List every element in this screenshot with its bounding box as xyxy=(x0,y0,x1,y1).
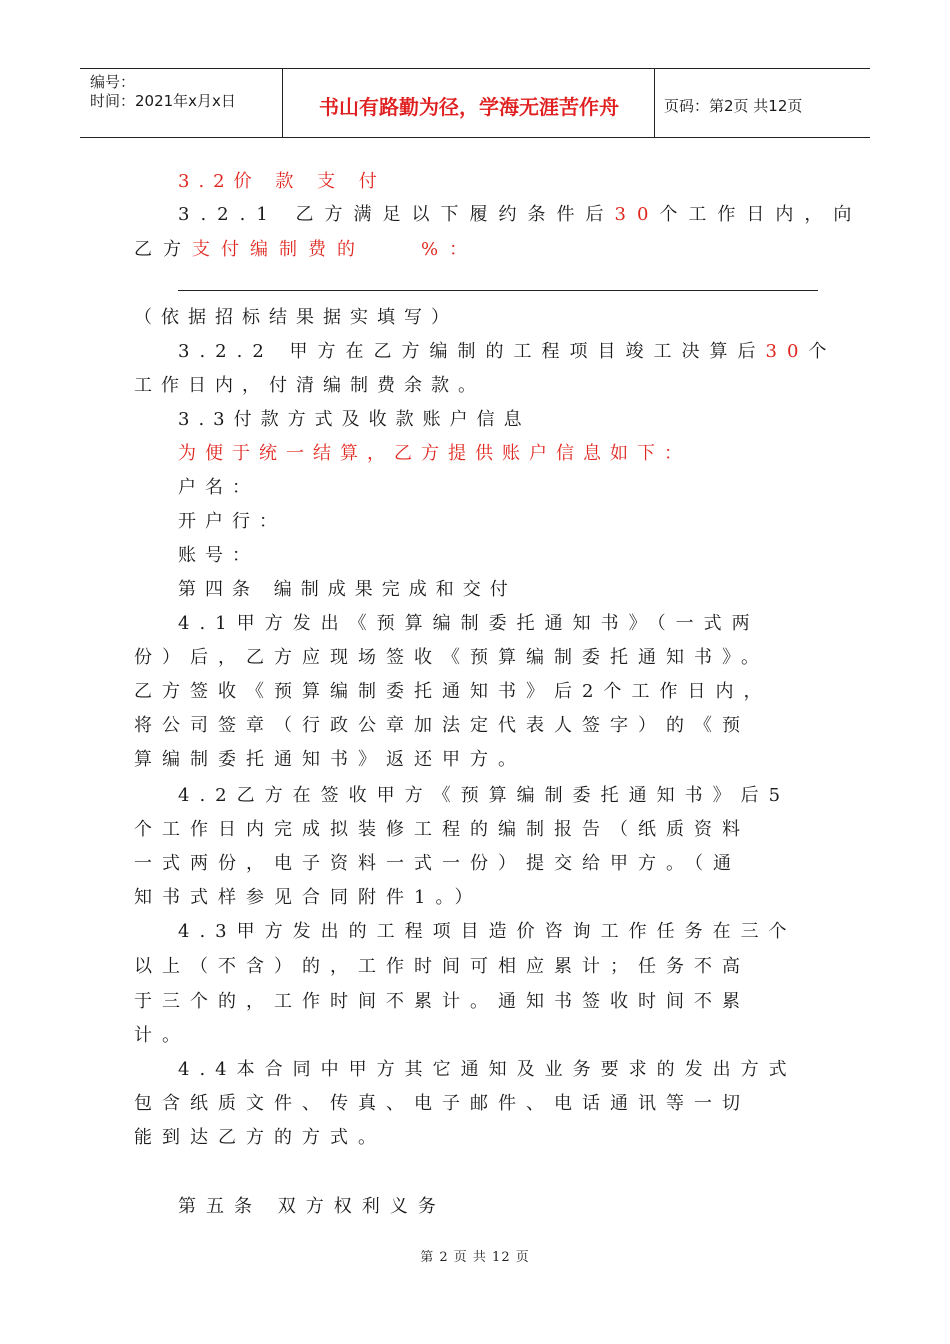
article-heading: 第五条 双方权利义务 xyxy=(178,1196,446,1217)
paragraph-line: 于三个的，工作时间不累计。通知书签收时间不累 xyxy=(134,991,750,1012)
paragraph-line: 算编制委托通知书》返还甲方。 xyxy=(134,749,526,770)
paragraph-line: 为便于统一结算，乙方提供账户信息如下： xyxy=(178,443,691,464)
paragraph-line: 4.1甲方发出《预算编制委托通知书》（一式两 xyxy=(178,613,760,634)
paragraph-line: 4.3甲方发出的工程项目造价咨询工作任务在三个 xyxy=(178,921,797,942)
paragraph-line: 个工作日内完成拟装修工程的编制报告（纸质资料 xyxy=(134,819,750,840)
section-heading: 3.2价 款 支 付 xyxy=(178,171,386,192)
header-motto: 书山有路勤为径，学海无涯苦作舟 xyxy=(319,95,619,119)
paragraph-line: 包含纸质文件、传真、电子邮件、电话通讯等一切 xyxy=(134,1093,750,1114)
number-label: 编号： xyxy=(90,73,136,91)
bank-label: 开户行： xyxy=(178,511,286,532)
paragraph-line: 份）后，乙方应现场签收《预算编制委托通知书》。 xyxy=(134,647,769,668)
paragraph-line: 以上（不含）的，工作时间可相应累计；任务不高 xyxy=(134,956,750,977)
fill-in-line xyxy=(178,290,818,291)
paragraph-line: 3.2.2 甲方在乙方编制的工程项目竣工决算后30个 xyxy=(178,341,837,362)
paragraph-line: 4.2乙方在签收甲方《预算编制委托通知书》后5 xyxy=(178,785,791,806)
paragraph-line: 3.2.1 乙方满足以下履约条件后30个工作日内，向 xyxy=(178,204,863,225)
document-header xyxy=(80,68,870,138)
paragraph-line: 知书式样参见合同附件1。） xyxy=(134,887,483,908)
paragraph-line: （依据招标结果据实填写） xyxy=(134,307,458,328)
paragraph-line: 一式两份，电子资料一式一份）提交给甲方。（通 xyxy=(134,853,741,874)
paragraph-line: 工作日内，付清编制费余款。 xyxy=(134,375,485,396)
account-name-label: 户名： xyxy=(178,477,259,498)
paragraph-line: 计。 xyxy=(134,1025,190,1046)
page-footer: 第 2 页 共 12 页 xyxy=(420,1250,530,1265)
time-label: 时间：2021年x月x日 xyxy=(90,92,236,110)
header-page-info: 页码：第2页 共12页 xyxy=(664,97,803,115)
paragraph-line: 乙方签收《预算编制委托通知书》后2个工作日内， xyxy=(134,681,772,702)
account-number-label: 账号： xyxy=(178,545,259,566)
paragraph-line: 4.4本合同中甲方其它通知及业务要求的发出方式 xyxy=(178,1059,797,1080)
article-heading: 第四条 编制成果完成和交付 xyxy=(178,579,517,600)
paragraph-line: 能到达乙方的方式。 xyxy=(134,1127,386,1148)
paragraph-line: 乙方支付编制费的 %： xyxy=(134,239,479,260)
section-heading: 3.3付款方式及收款账户信息 xyxy=(178,409,531,430)
header-meta xyxy=(90,73,236,111)
paragraph-line: 将公司签章（行政公章加法定代表人签字）的《预 xyxy=(134,715,750,736)
